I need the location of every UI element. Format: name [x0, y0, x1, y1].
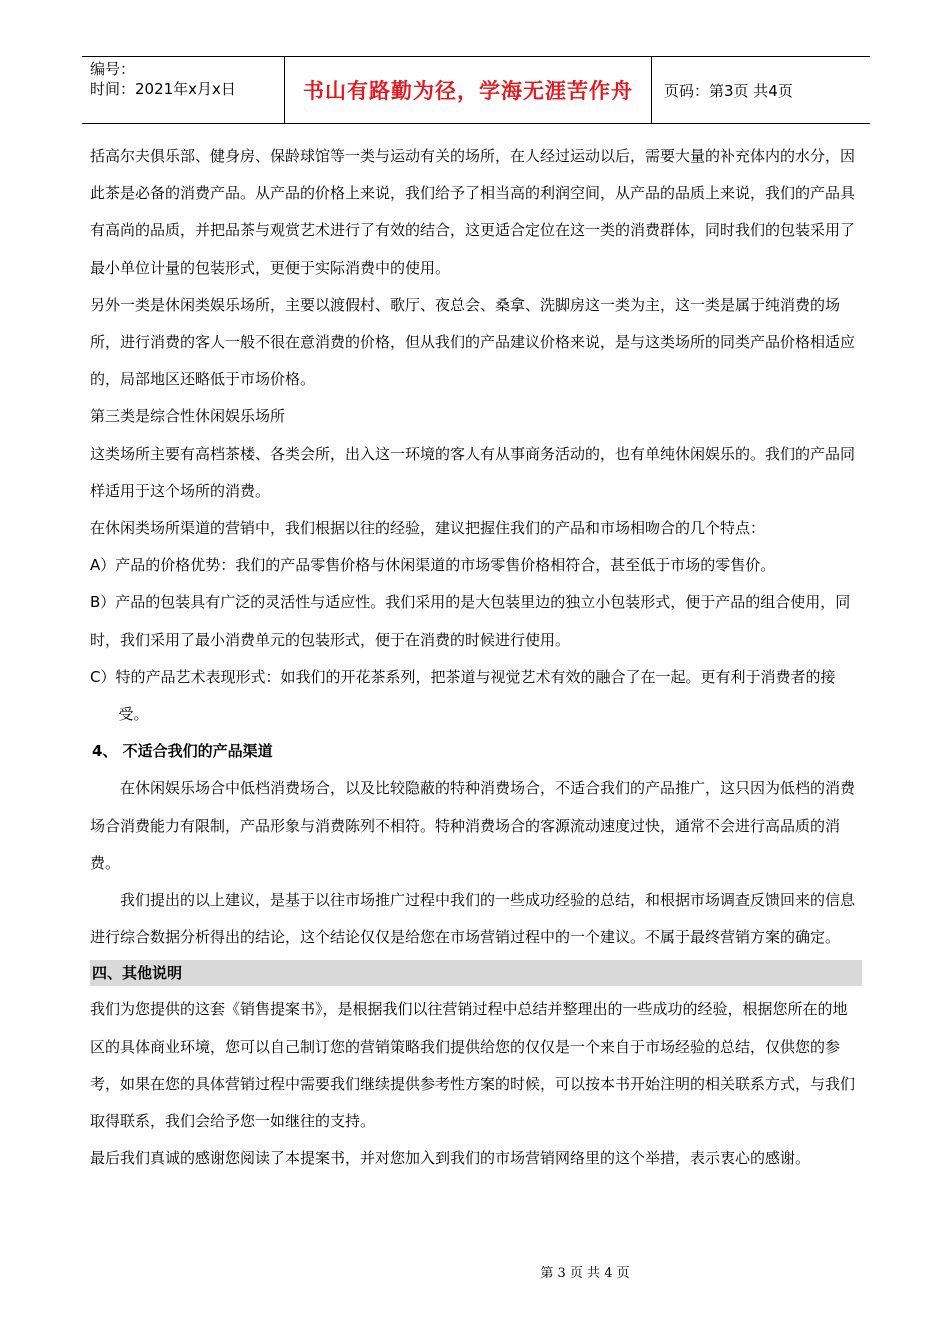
paragraph-unsuitable-channels: 在休闲娱乐场合中低档消费场合，以及比较隐蔽的特种消费场合，不适合我们的产品推广，这只因为低档的消费场合消费能力有限制，产品形象与消费陈列不相符。特种消费场合的客源流动速度过快，通常不会进行高品质的消费。	[90, 779, 856, 872]
header-meta	[90, 59, 236, 99]
paragraph-proposal-description: 我们为您提供的这套《销售提案书》，是根据我们以往营销过程中总结并整理出的一些成功的经验，根据您所在的地区的具体商业环境，您可以自己制订您的营销策略我们提供给您的仅仅是一个来自于市场经验的总结，仅供您的参考，如果在您的具体营销过程中需要我们继续提供参考性方案的时候，可以按本书开始注明的相关联系方式，与我们取得联系，我们会给予您一如继往的支持。	[90, 1000, 856, 1131]
header-motto: 书山有路勤为径，学海无涯苦作舟	[284, 57, 652, 123]
paragraph-third-category: 第三类是综合性休闲娱乐场所	[90, 407, 286, 426]
page-header	[82, 56, 870, 124]
header-page-code: 页码：第3页 共4页	[664, 81, 793, 100]
document-body	[90, 138, 862, 1177]
paragraph-teahouses: 这类场所主要有高档茶楼、各类会所，出入这一环境的客人有从事商务活动的，也有单纯休闲娱乐的。我们的产品同样适用于这个场所的消费。	[90, 444, 856, 500]
footer-page-number: 第 3 页 共 4 页	[540, 1266, 630, 1281]
document-number-label: 编号：	[90, 60, 136, 78]
list-item-a: A）产品的价格优势：我们的产品零售价格与休闲渠道的市场零售价格相符合，甚至低于市场的零售价。	[90, 556, 776, 575]
document-time-label: 时间：2021年x月x日	[90, 80, 236, 98]
paragraph-suggestions-basis: 我们提出的以上建议，是基于以往市场推广过程中我们的一些成功经验的总结，和根据市场调查反馈回来的信息进行综合数据分析得出的结论，这个结论仅仅是给您在市场营销过程中的一个建议。不属于最终营销方案的确定。	[90, 891, 856, 947]
paragraph-sports-venues: 括高尔夫俱乐部、健身房、保龄球馆等一类与运动有关的场所，在人经过运动以后，需要大量的补充体内的水分，因此茶是必备的消费产品。从产品的价格上来说，我们给予了相当高的利润空间，从产品的品质上来说，我们的产品具有高尚的品质，并把品茶与观赏艺术进行了有效的结合，这更适合定位在这一类的消费群体，同时我们的包装采用了最小单位计量的包装形式，更便于实际消费中的使用。	[90, 147, 856, 277]
section-heading-other-notes: 四、其他说明	[90, 960, 862, 986]
heading-unsuitable-channels: 4、 不适合我们的产品渠道	[92, 742, 273, 761]
list-item-b: B）产品的包装具有广泛的灵活性与适应性。我们采用的是大包装里边的独立小包装形式，便于产品的组合使用，同时，我们采用了最小消费单元的包装形式，便于在消费的时候进行使用。	[90, 593, 851, 649]
paragraph-marketing-intro: 在休闲类场所渠道的营销中，我们根据以往的经验，建议把握住我们的产品和市场相吻合的几个特点：	[90, 519, 766, 538]
paragraph-leisure-venues: 另外一类是休闲类娱乐场所，主要以渡假村、歌厅、夜总会、桑拿、洗脚房这一类为主，这一类是属于纯消费的场所，进行消费的客人一般不很在意消费的价格，但从我们的产品建议价格来说，是与这类场所的同类产品价格相适应的，局部地区还略低于市场价格。	[90, 295, 856, 389]
page-footer	[0, 1262, 950, 1281]
list-item-c: C）特的产品艺术表现形式：如我们的开花茶系列，把茶道与视觉艺术有效的融合了在一起。更有利于消费者的接受。	[90, 667, 836, 724]
paragraph-thanks: 最后我们真诚的感谢您阅读了本提案书，并对您加入到我们的市场营销网络里的这个举措，表示衷心的感谢。	[90, 1149, 811, 1168]
